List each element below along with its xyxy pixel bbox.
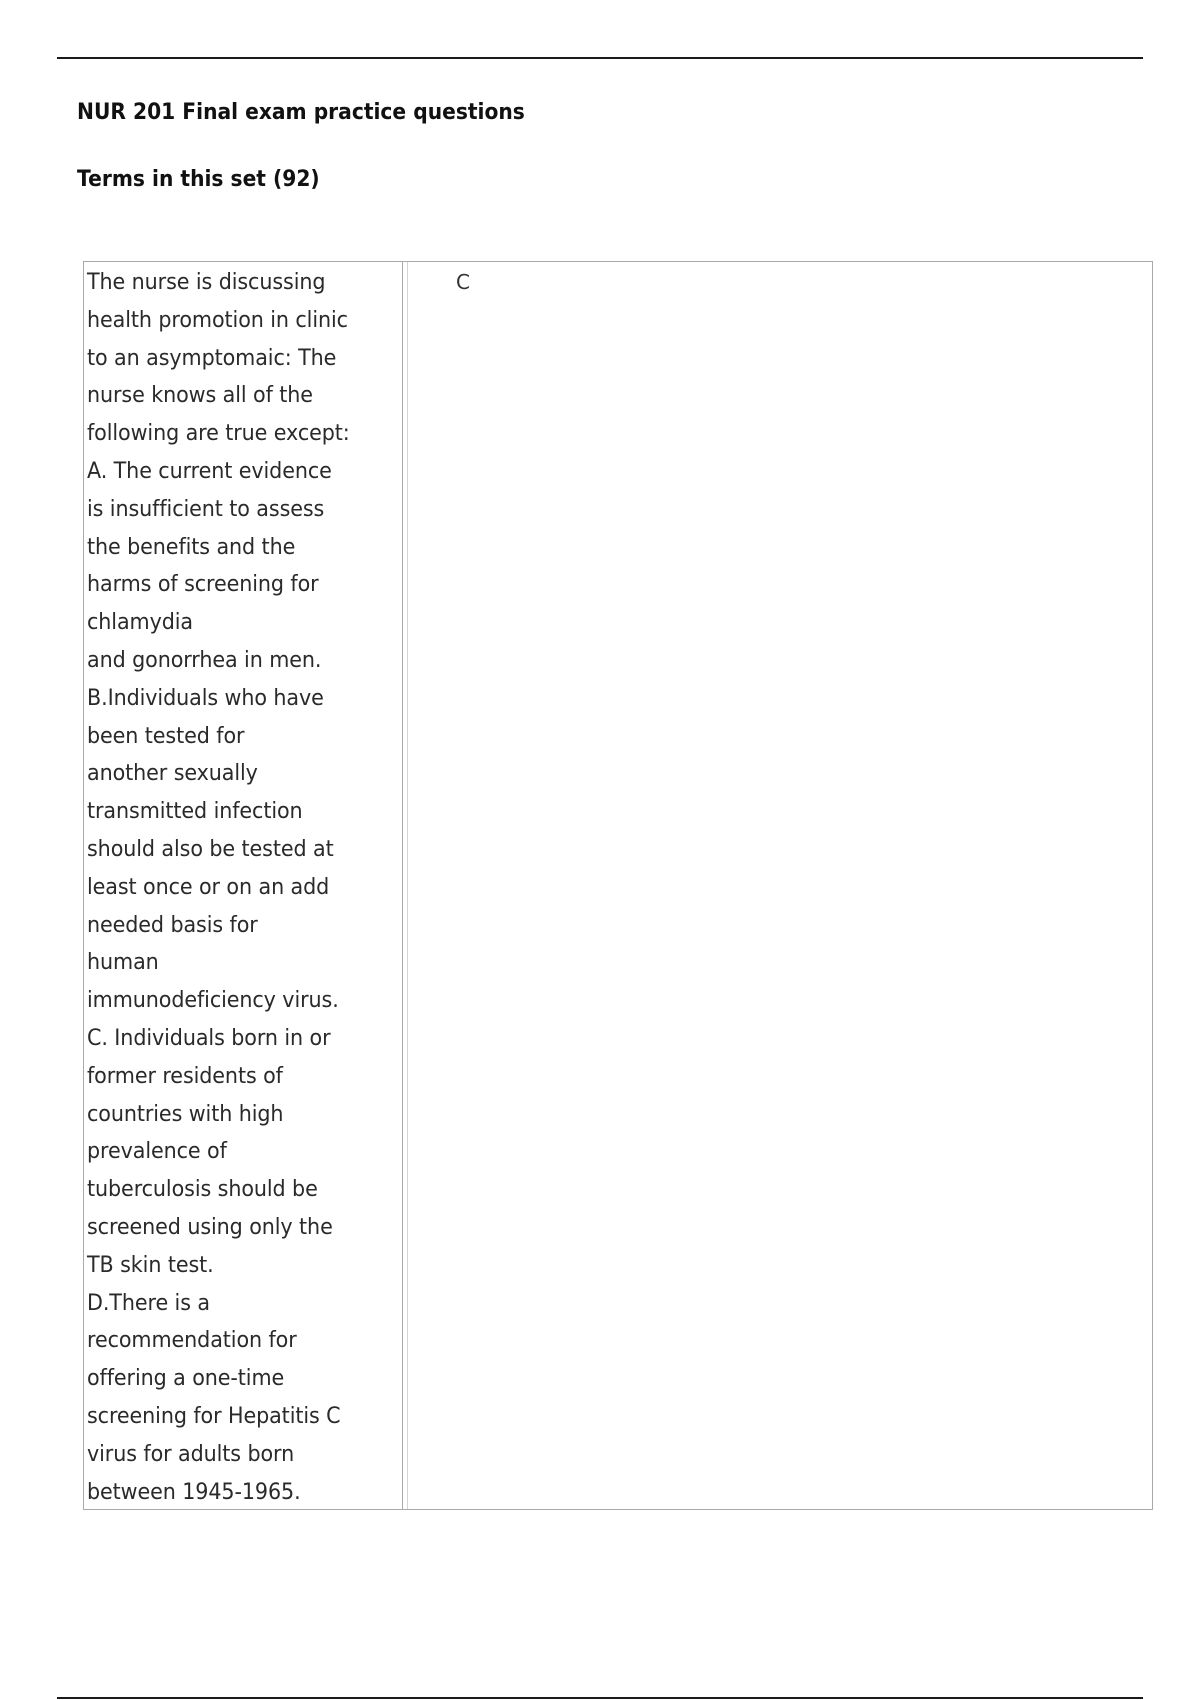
top-divider xyxy=(57,57,1143,59)
document-title: NUR 201 Final exam practice questions xyxy=(77,100,525,125)
definition-cell xyxy=(408,262,1152,1509)
term-cell xyxy=(84,262,403,1509)
definition-text: C xyxy=(456,270,470,294)
terms-count-heading: Terms in this set (92) xyxy=(77,167,320,192)
term-text: The nurse is discussing health promotion in clinic to an asymptomaic: The nurse knows all of the following are true except: A. The current evidence is insufficient to assess the benefits and the harms of screening for chlamydia and gonorrhea in men. B.Individuals who have been tested for another sexually transmitted infection should also be tested at least once or on an add needed basis for human immunodeficiency virus. C. Individuals born in or former residents of countries with high prevalence of tuberculosis should be screened using only the TB skin test. D.There is a recommendation for offering a one-time screening for Hepatitis C virus for adults born between 1945-1965. xyxy=(87,270,350,1505)
bottom-divider xyxy=(57,1697,1143,1699)
flashcard-table xyxy=(83,261,1153,1510)
